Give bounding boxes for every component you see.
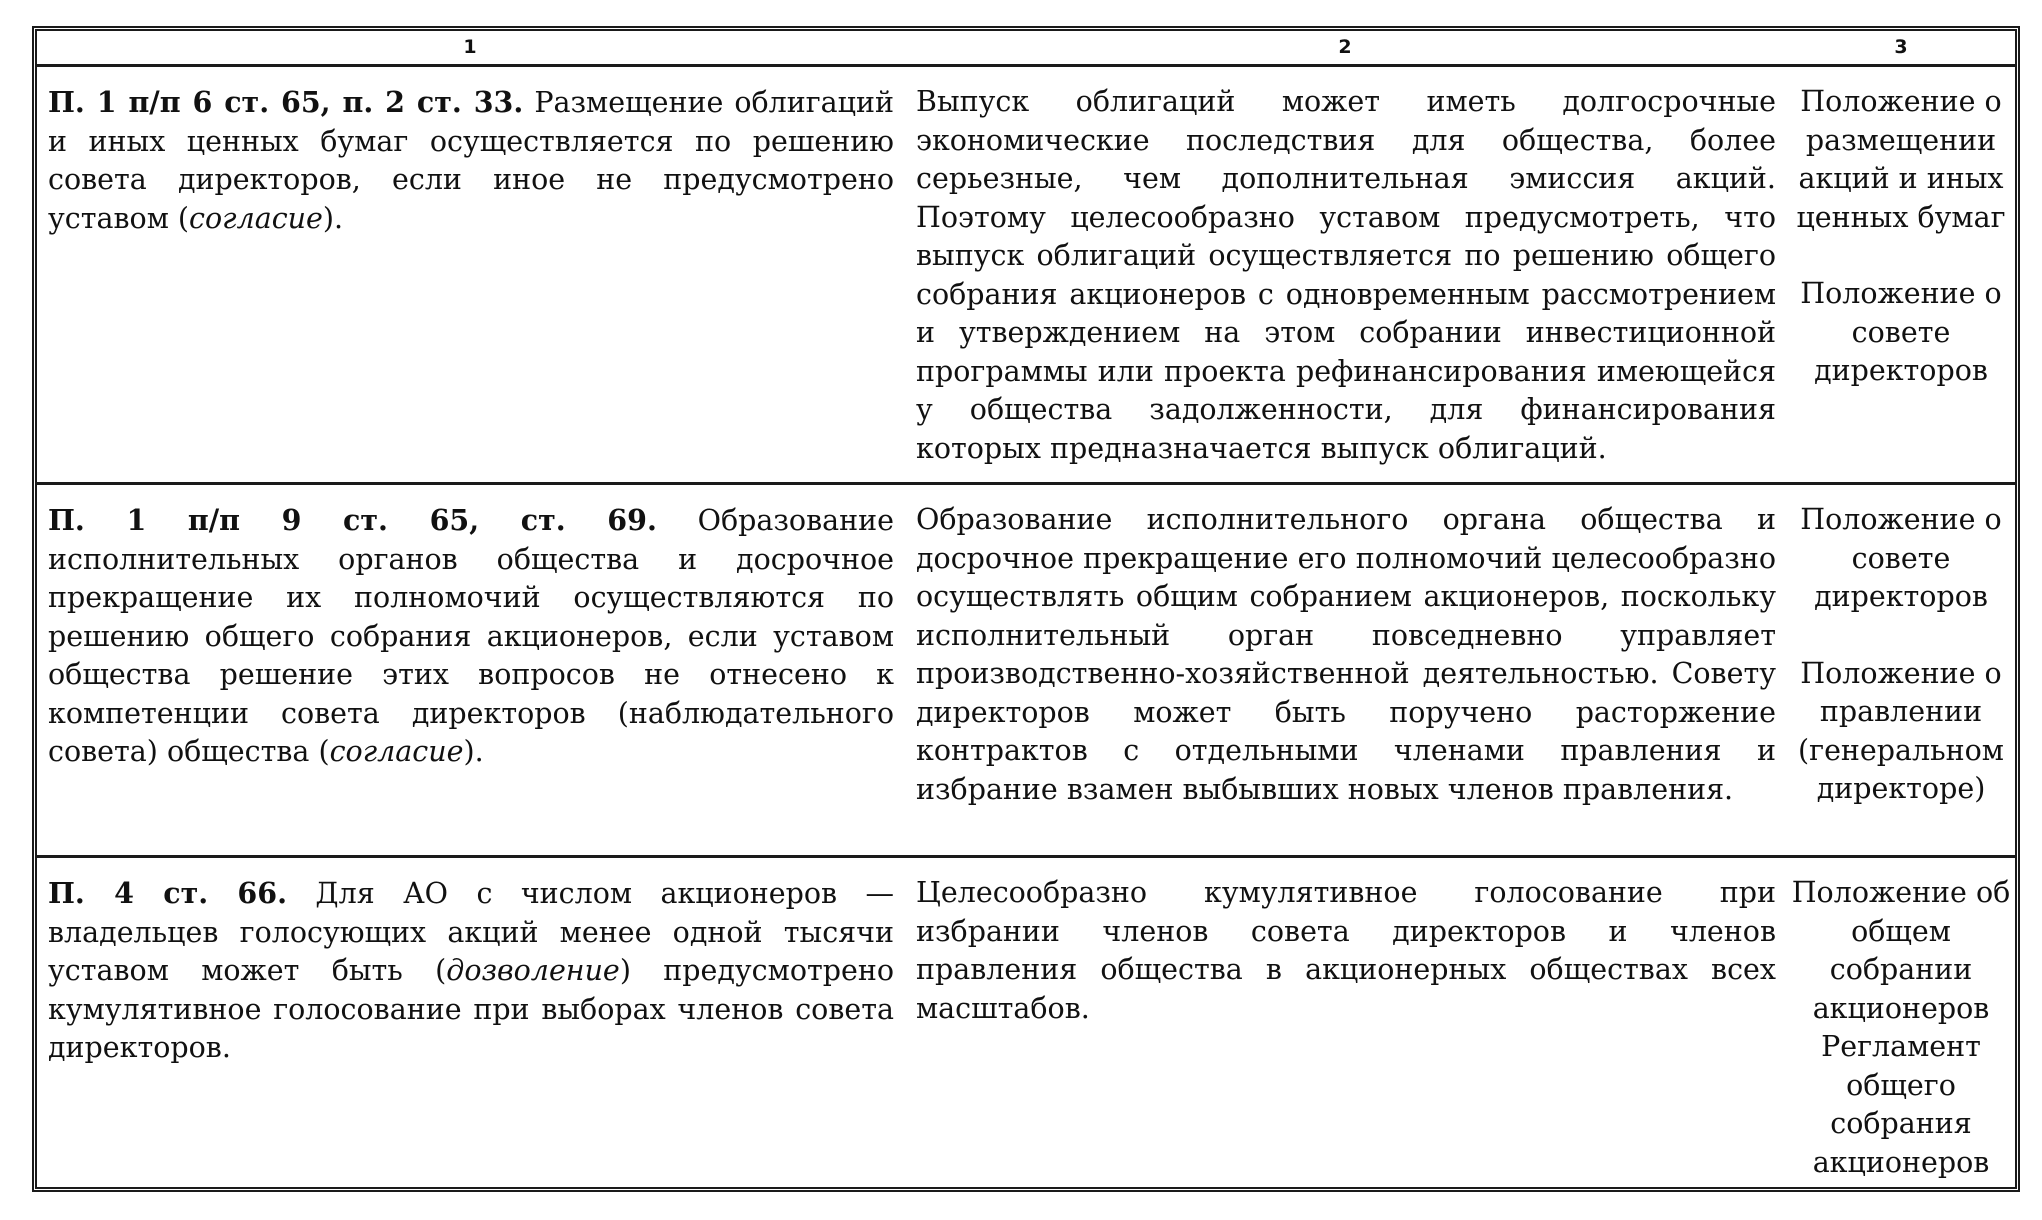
comment-cell [904,857,1786,1197]
table-row [36,857,2016,1197]
norm-type-marker: дозволение [446,954,620,987]
header-row [36,30,2016,66]
law-provision-cell [36,484,904,857]
column-header-1: 1 [36,30,904,66]
spacer [1790,237,2012,275]
law-text-end: ). [463,735,484,768]
law-text-end: ). [322,201,344,235]
article-reference: П. 4 ст. 66. [48,876,288,910]
column-header-2: 2 [904,30,1786,66]
law-text: Образование исполнительных органов общества и досрочное прекращение их полномочий осуществляются по решению общего собрания акционеров, если уставом общества решение этих вопросов не отнесено к компетенции совета директоров (наблюдательного совета) общества ( [48,504,894,768]
document-name: Регламент общего собрания акционеров [1812,1030,1990,1179]
document-name: Положение о совете директоров [1800,503,2002,613]
law-text: Размещение облигаций и иных ценных бумаг осуществляется по решению совета директоров, если иное не предусмотрено уставом ( [48,86,894,235]
article-reference: П. 1 п/п 9 ст. 65, ст. 69. [48,503,657,537]
column-header-3: 3 [1786,30,2016,66]
law-provision-cell [36,66,904,484]
document-name: Положение о размещении акций и иных ценных бумаг [1796,85,2006,234]
comment-text: Образование исполнительного органа общества и досрочное прекращение его полномочий целесообразно осуществлять общим собранием акционеров, поскольку исполнительный орган повседневно управляет производственно-хозяйственной деятельностью. Совету директоров может быть поручено расторжение контрактов с отдельными членами правления и избрание взамен выбывших новых членов правления. [916,503,1776,806]
comparison-table [36,30,2016,1196]
documents-cell [1786,66,2016,484]
article-reference: П. 1 п/п 6 ст. 65, п. 2 ст. 33. [48,85,524,119]
norm-type-marker: согласие [329,735,464,768]
law-provision-cell [36,857,904,1197]
table-row [36,66,2016,484]
comment-cell [904,484,1786,857]
comment-cell [904,66,1786,484]
norm-type-marker: согласие [189,201,323,235]
table-row [36,484,2016,857]
document-name: Положение об общем собрании акционеров [1791,876,2011,1025]
document-name: Положение о совете директоров [1800,277,2002,387]
comment-text: Целесообразно кумулятивное голосование при избрании членов совета директоров и членов правления общества в акционерных обществах всех масштабов. [916,876,1776,1025]
law-text-end: ) предусмотрено кумулятивное голосование при выборах членов совета директоров. [48,954,895,1064]
documents-cell [1786,484,2016,857]
comment-text: Выпуск облигаций может иметь долгосрочные экономические последствия для общества, более серьезные, чем дополнительная эмиссия акций. Поэтому целесообразно уставом предусмотреть, что выпуск облигаций осуществляется по решению общего собрания акционеров с одновременным рассмотрением и утверждением на этом собрании инвестиционной программы или проекта рефинансирования имеющейся у общества задолженности, для финансирования которых предназначается выпуск облигаций. [916,85,1776,465]
document-name: Положение о правлении (генеральном директоре) [1798,656,2004,805]
documents-cell [1786,857,2016,1197]
law-text: Для АО с числом акционеров — владельцев голосующих акций менее одной тысячи уставом может быть ( [48,877,894,987]
spacer [1790,617,2012,655]
